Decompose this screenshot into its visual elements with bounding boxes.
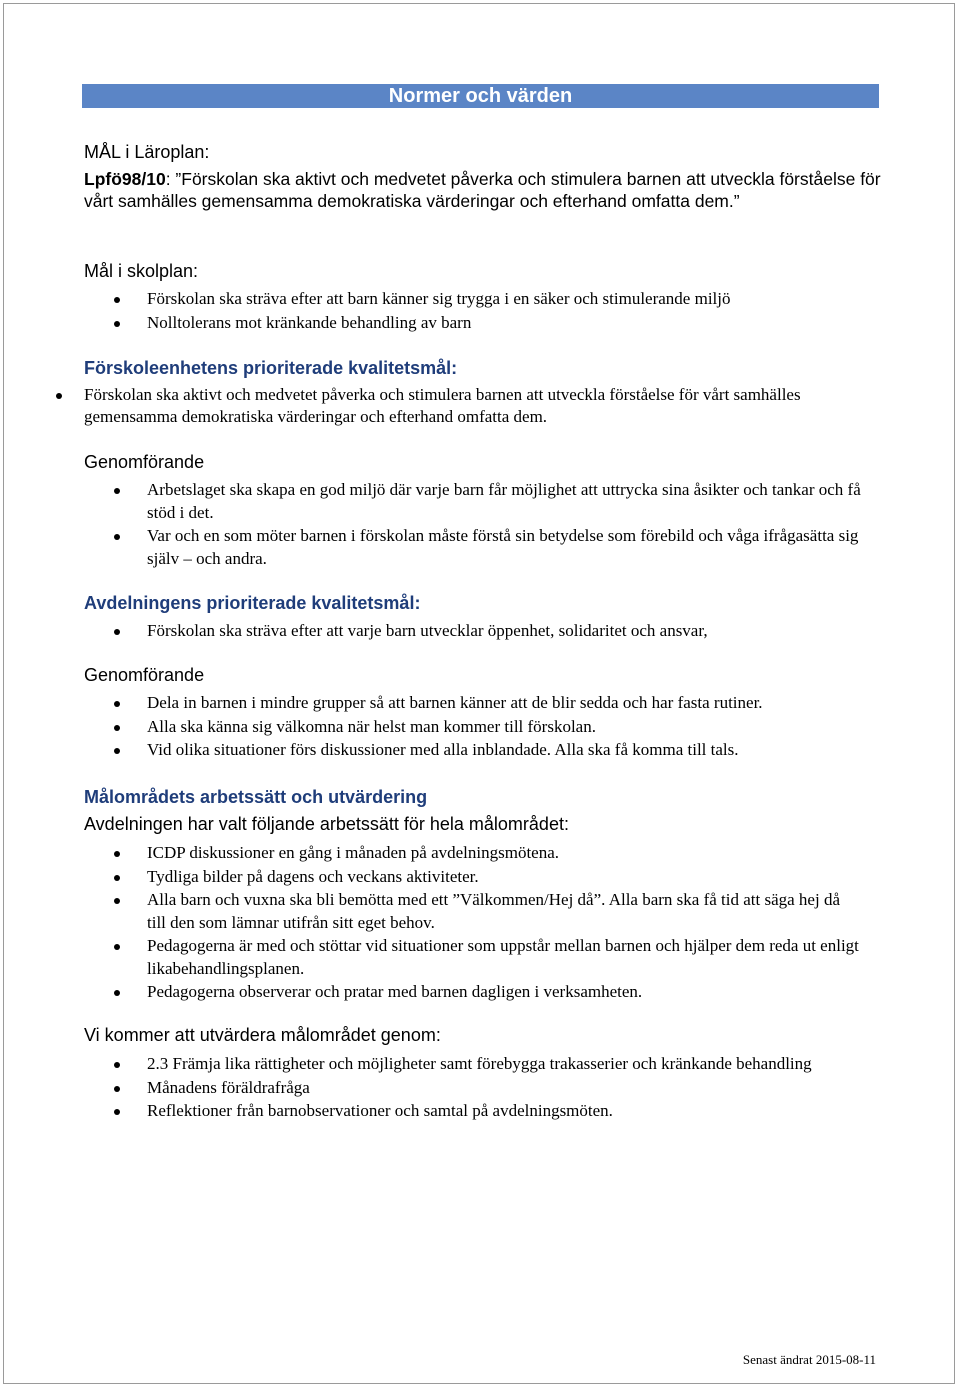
list-item: Dela in barnen i mindre grupper så att barnen känner att de blir sedda och har fasta rutiner. <box>147 692 872 715</box>
last-modified-footer: Senast ändrat 2015-08-11 <box>742 1352 876 1367</box>
bullet-icon <box>114 1086 120 1092</box>
list-item: Arbetslaget ska skapa en god miljö där varje barn får möjlighet att uttrycka sina åsikter och tankar och få stöd i det. <box>147 479 867 524</box>
genomforande-heading-2: Genomförande <box>84 665 205 685</box>
list-item: Nolltolerans mot kränkande behandling av barn <box>147 312 872 335</box>
forskoleenhet-item: Förskolan ska aktivt och medvetet påverka och stimulera barnen att utveckla förståelse för vårt samhälles gemensamma demokratiska värderingar och efterhand omfatta dem. <box>84 384 844 428</box>
genomforande-list-1 <box>147 479 867 570</box>
bullet-icon <box>114 944 120 950</box>
bullet-icon <box>114 701 120 707</box>
page-title: Normer och värden <box>388 85 573 107</box>
list-item: Pedagogerna observerar och pratar med barnen dagligen i verksamheten. <box>147 981 859 1004</box>
list-item: Månadens föräldrafråga <box>147 1077 837 1100</box>
skolplan-heading: Mål i skolplan: <box>84 261 199 281</box>
list-item: Förskolan ska sträva efter att barn känner sig trygga i en säker och stimulerande miljö <box>147 288 872 311</box>
avdelning-heading: Avdelningens prioriterade kvalitetsmål: <box>84 593 421 613</box>
utvardering-list <box>147 1053 837 1123</box>
bullet-icon <box>114 875 120 881</box>
bullet-icon <box>114 898 120 904</box>
list-item: ICDP diskussioner en gång i månaden på avdelningsmötena. <box>147 842 859 865</box>
bullet-icon <box>114 297 120 303</box>
laroplan-quote <box>84 168 884 212</box>
bullet-icon <box>114 488 120 494</box>
utvardering-heading: Vi kommer att utvärdera målområdet genom: <box>84 1025 441 1045</box>
bullet-icon <box>114 321 120 327</box>
list-item: Reflektioner från barnobservationer och samtal på avdelningsmöten. <box>147 1100 837 1123</box>
bullet-icon <box>114 534 120 540</box>
list-item: Alla barn och vuxna ska bli bemötta med ett ”Välkommen/Hej då”. Alla barn ska få tid att säga hej då till den som lämnar utifrån sitt eget behov. <box>147 889 859 934</box>
malomrade-list <box>147 842 859 1004</box>
bullet-icon <box>56 393 62 399</box>
genomforande-list-2 <box>147 692 872 762</box>
laroplan-label: Lpfö98/10 <box>84 169 166 189</box>
laroplan-text: : ”Förskolan ska aktivt och medvetet påverka och stimulera barnen att utveckla förståelse för vårt samhälles gemensamma demokratiska värderingar och efterhand omfatta dem.” <box>84 169 881 211</box>
bullet-icon <box>114 1062 120 1068</box>
bullet-icon <box>114 1109 120 1115</box>
page-title-banner <box>82 84 879 108</box>
bullet-icon <box>114 748 120 754</box>
bullet-icon <box>114 990 120 996</box>
list-item: Förskolan ska sträva efter att varje barn utvecklar öppenhet, solidaritet och ansvar, <box>147 620 872 643</box>
bullet-icon <box>114 629 120 635</box>
avdelning-list <box>147 620 872 643</box>
list-item: Var och en som möter barnen i förskolan måste förstå sin betydelse som förebild och våga ifrågasätta sig själv – och andra. <box>147 525 867 570</box>
list-item: Tydliga bilder på dagens och veckans aktiviteter. <box>147 866 859 889</box>
forskoleenhet-heading: Förskoleenhetens prioriterade kvalitetsmål: <box>84 358 458 378</box>
bullet-icon <box>114 725 120 731</box>
malomrade-heading: Målområdets arbetssätt och utvärdering <box>84 787 428 807</box>
list-item: Pedagogerna är med och stöttar vid situationer som uppstår mellan barnen och hjälper dem reda ut enligt likabehandlingsplanen. <box>147 935 859 980</box>
malomrade-subheading: Avdelningen har valt följande arbetssätt för hela målområdet: <box>84 814 569 834</box>
list-item: Vid olika situationer förs diskussioner med alla inblandade. Alla ska få komma till tals. <box>147 739 872 762</box>
skolplan-list <box>147 288 872 334</box>
genomforande-heading-1: Genomförande <box>84 452 205 472</box>
list-item: 2.3 Främja lika rättigheter och möjligheter samt förebygga trakasserier och kränkande behandling <box>147 1053 837 1076</box>
bullet-icon <box>114 851 120 857</box>
laroplan-heading: MÅL i Läroplan: <box>84 142 210 162</box>
list-item: Alla ska känna sig välkomna när helst man kommer till förskolan. <box>147 716 872 739</box>
